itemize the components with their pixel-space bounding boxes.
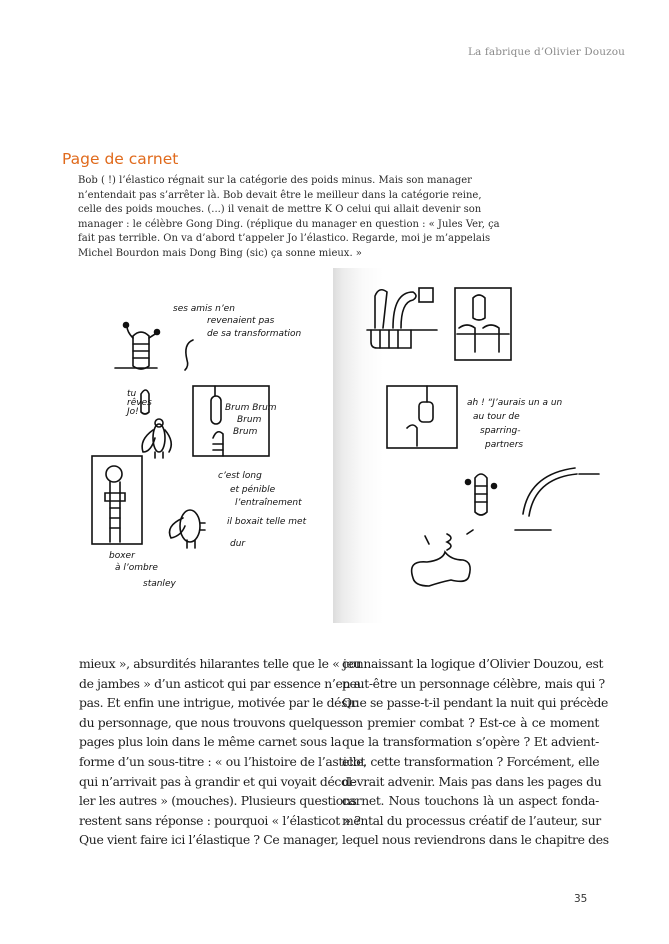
punching-bag-drawing	[387, 386, 457, 448]
handwriting-line: à l’ombre	[115, 563, 158, 573]
handwriting-line: au tour de	[473, 412, 520, 422]
body-column-left	[79, 654, 366, 850]
handwriting-line: dur	[230, 539, 246, 549]
body-line: Que vient faire ici l’élastique ? Ce manager,	[79, 832, 339, 848]
quote-line: n’entendait pas s’arrêter là. Bob devait être le meilleur dans la catégorie reine,	[78, 189, 482, 201]
body-line: qui n’arrivait pas à grandir et qui voyait décol-	[79, 773, 356, 789]
handwriting-line: boxer	[109, 551, 135, 561]
body-line: Que se passe-t-il pendant la nuit qui précède	[342, 695, 609, 711]
body-line: elle, cette transformation ? Forcément, elle	[342, 753, 600, 769]
handwriting-right	[467, 398, 563, 450]
handwriting-line: partners	[485, 440, 524, 450]
worm-boxer-drawing	[115, 323, 160, 370]
handwriting-line: il boxait telle met	[227, 517, 307, 527]
handwriting-line: revenaient pas	[207, 316, 275, 326]
handwriting-line: sparring-	[480, 426, 521, 436]
scribble-ear	[185, 340, 193, 370]
fly-drawing	[142, 419, 171, 458]
handwriting-left	[109, 304, 307, 589]
body-line: connaissant la logique d’Olivier Douzou, est	[342, 656, 604, 671]
body-line: carnet. Nous touchons là un aspect fonda-	[342, 793, 599, 809]
splat-puddle-drawing	[412, 530, 473, 586]
body-line: de jambes » d’un asticot qui par essence n’en a	[79, 675, 361, 691]
running-title: La fabrique d’Olivier Douzou	[467, 46, 625, 58]
section-title: Page de carnet	[62, 150, 179, 168]
worm-gloves-drawing	[466, 474, 497, 515]
body-line: son premier combat ? Est-ce à ce moment	[342, 714, 599, 730]
body-line: que la transformation s’opère ? Et advient-	[342, 734, 599, 750]
handwriting-line: ah ! “J’aurais un a un	[467, 398, 563, 408]
body-line: mental du processus créatif de l’auteur, sur	[342, 812, 601, 828]
handwriting-line: Brum	[233, 427, 258, 437]
quote-line: manager : le célèbre Gong Ding. (réplique du manager en question : « Jules Ver, ça	[78, 218, 500, 230]
jumping-worm-drawing	[515, 468, 599, 530]
handwriting-line: c’est long	[218, 471, 262, 481]
sketchbook-image	[75, 268, 602, 623]
body-line: lequel nous reviendrons dans le chapitre des	[342, 832, 609, 848]
handwriting-line: de sa transformation	[207, 329, 302, 339]
handwriting-line: Brum Brum	[225, 403, 277, 413]
handwriting-line: l’entraînement	[235, 498, 302, 508]
body-line: peut-être un personnage célèbre, mais qui ?	[342, 675, 605, 691]
handwriting-line: tu	[127, 389, 137, 399]
body-line: mieux », absurdités hilarantes telle que le « jeu	[79, 656, 362, 671]
handwriting-line: rêves	[127, 398, 152, 408]
handwriting-line: ses amis n’en	[173, 304, 235, 314]
body-line: du personnage, que nous trouvons quelques	[79, 714, 343, 730]
page-number: 35	[574, 893, 588, 905]
quote-line: celle des poids mouches. (...) il venait de mettre K O celui qui allait devenir son	[78, 204, 482, 216]
worms-at-table-drawing	[367, 288, 437, 348]
sketch-drawings	[75, 268, 602, 623]
body-line: ler les autres » (mouches). Plusieurs questions	[79, 793, 357, 809]
handwriting-line: Jo!	[127, 407, 139, 417]
fly-drawing-2	[170, 510, 206, 548]
body-line: devrait advenir. Mais pas dans les pages du	[342, 773, 602, 789]
worm-on-bed-drawing	[455, 288, 511, 360]
body-line: pages plus loin dans le même carnet sous la	[79, 734, 342, 750]
handwriting-signature: stanley	[143, 579, 176, 589]
quote-line: Michel Bourdon mais Dong Bing (sic) ça sonne mieux. »	[78, 247, 362, 259]
body-line: forme d’un sous-titre : « ou l’histoire de l’asticot	[79, 753, 366, 769]
handwriting-line: Brum	[237, 415, 262, 425]
body-line: pas. Et enfin une intrigue, motivée par le désir	[79, 695, 357, 711]
handwriting-line: et pénible	[230, 485, 276, 495]
quote-block	[78, 174, 500, 262]
quote-line: fait pas terrible. On va d’abord t’appeler Jo l’élastico. Regarde, moi je m’appelais	[78, 233, 491, 245]
boxer-shadow-drawing	[92, 456, 142, 544]
body-column-right	[342, 654, 609, 850]
quote-line: Bob ( !) l’élastico régnait sur la catégorie des poids minus. Mais son manager	[78, 175, 472, 186]
body-line: restent sans réponse : pourquoi « l’élasticot » ?	[79, 812, 361, 828]
